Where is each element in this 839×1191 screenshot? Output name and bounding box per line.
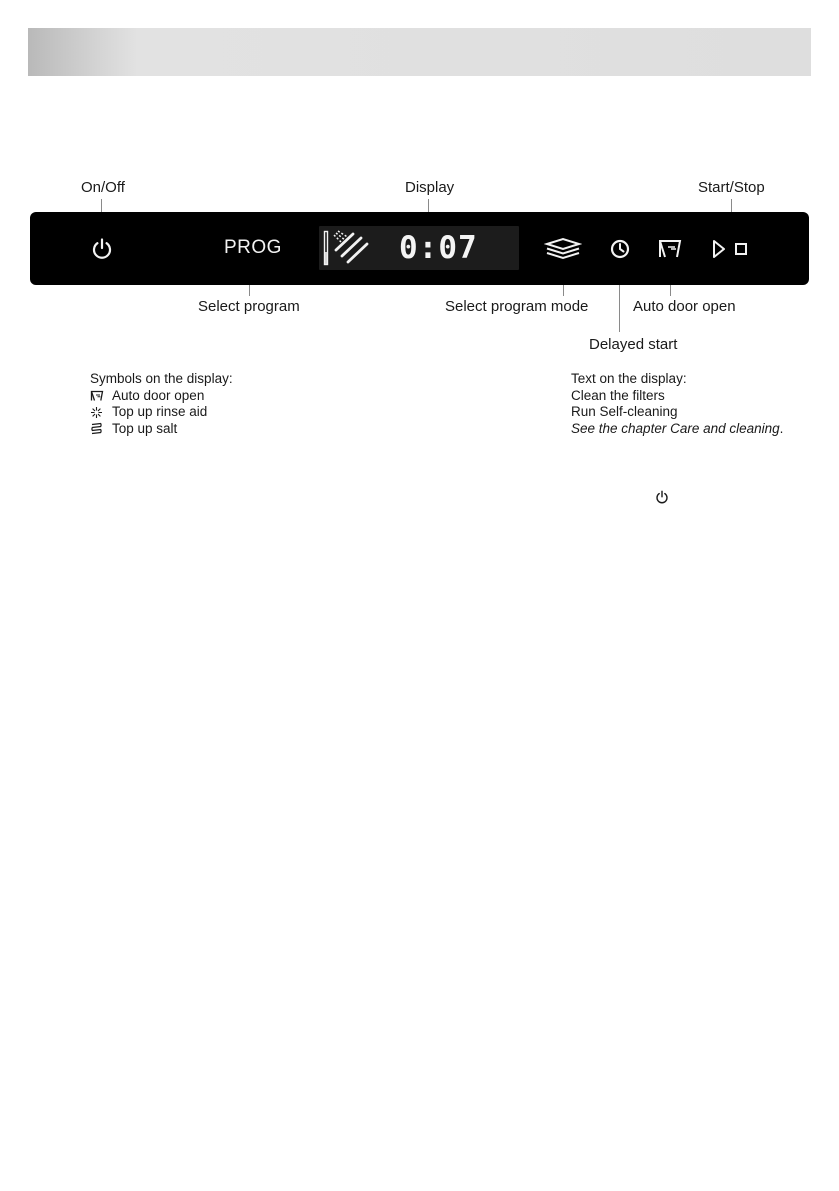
callout-select-program-mode: Select program mode bbox=[445, 298, 589, 315]
legend-item-salt bbox=[90, 421, 233, 438]
rinse-aid-icon bbox=[90, 406, 103, 419]
clock-icon bbox=[609, 238, 631, 260]
callout-delayed-start: Delayed start bbox=[589, 336, 678, 353]
text-legend-line-self-cleaning: Run Self-cleaning bbox=[571, 404, 678, 419]
text-legend-note-suffix: . bbox=[779, 420, 784, 436]
program-mode-icon bbox=[544, 236, 582, 260]
callout-auto-door-open: Auto door open bbox=[633, 298, 736, 315]
text-legend-title: Text on the display: bbox=[571, 371, 687, 386]
display-time: 0:07 bbox=[399, 230, 478, 266]
legend-item-rinse-aid bbox=[90, 404, 233, 421]
text-legend-note bbox=[571, 421, 783, 438]
symbols-legend-title: Symbols on the display: bbox=[90, 371, 233, 386]
salt-icon bbox=[90, 422, 103, 435]
text-legend-note-link: See the chapter Care and cleaning bbox=[571, 420, 780, 436]
auto-door-icon bbox=[656, 237, 684, 261]
callout-display: Display bbox=[405, 179, 455, 196]
legend-item-auto-door bbox=[90, 388, 233, 405]
select-program-button[interactable]: PROG bbox=[224, 237, 282, 258]
text-legend-line-filters: Clean the filters bbox=[571, 387, 665, 403]
header-bar bbox=[28, 28, 811, 76]
spray-arms-icon bbox=[323, 230, 371, 266]
on-off-button[interactable] bbox=[90, 237, 114, 261]
legend-label-auto-door: Auto door open bbox=[112, 387, 205, 403]
legend-label-salt: Top up salt bbox=[112, 420, 178, 436]
display bbox=[319, 226, 519, 270]
callout-select-program: Select program bbox=[198, 298, 300, 315]
callout-start-stop: Start/Stop bbox=[698, 179, 765, 196]
power-icon bbox=[90, 237, 114, 261]
legend-label-rinse-aid: Top up rinse aid bbox=[112, 404, 208, 419]
start-stop-button[interactable] bbox=[712, 239, 756, 259]
power-icon bbox=[655, 490, 669, 504]
text-legend bbox=[571, 371, 783, 437]
auto-door-icon bbox=[90, 390, 104, 402]
stop-icon bbox=[736, 244, 746, 254]
delayed-start-button[interactable] bbox=[609, 238, 631, 260]
play-icon bbox=[714, 241, 724, 257]
control-panel bbox=[30, 212, 809, 285]
auto-door-open-button[interactable] bbox=[656, 237, 684, 261]
callout-on-off: On/Off bbox=[81, 179, 125, 196]
symbols-legend bbox=[90, 371, 233, 437]
program-mode-button[interactable] bbox=[544, 236, 582, 260]
